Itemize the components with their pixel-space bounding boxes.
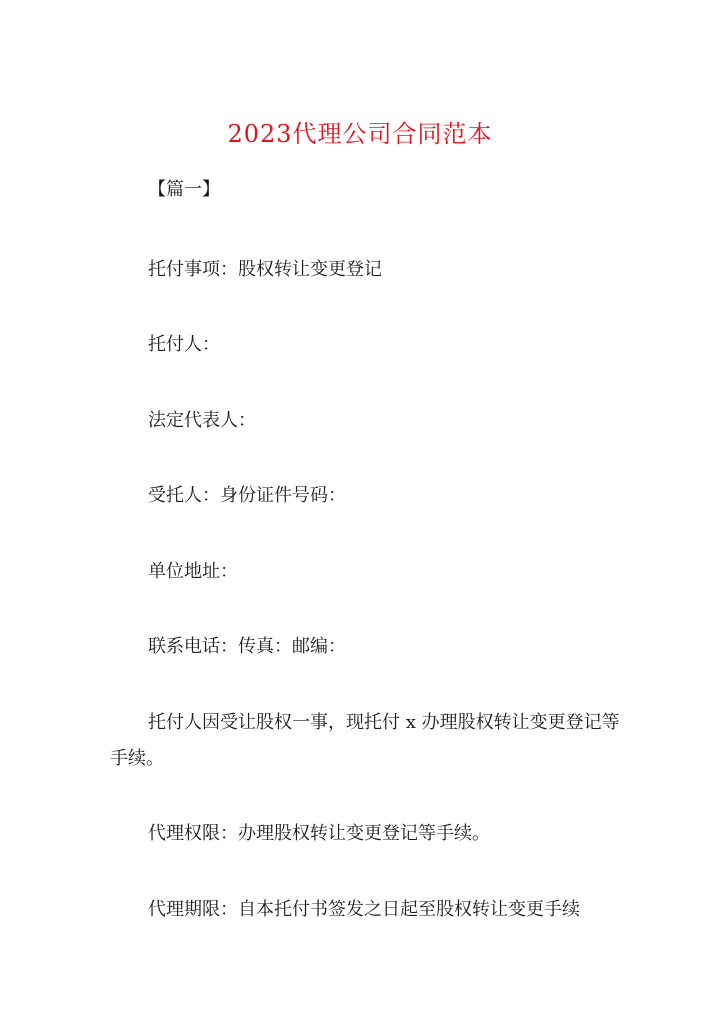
paragraph-agency-authority: 代理权限：办理股权转让变更登记等手续。	[148, 823, 490, 844]
section-heading: 【篇一】	[148, 179, 220, 200]
paragraph-entrustment-reason: 托付人因受让股权一事，现托付 x 办理股权转让变更登记等手续。	[110, 712, 620, 769]
paragraph-legal-representative: 法定代表人：	[148, 410, 256, 431]
paragraph-principal: 托付人：	[148, 334, 220, 355]
paragraph-address: 单位地址：	[148, 561, 238, 582]
paragraph-entrusted-matter: 托付事项：股权转让变更登记	[148, 259, 382, 280]
document-title: 2023代理公司合同范本	[227, 120, 493, 148]
paragraph-agent: 受托人：身份证件号码：	[148, 485, 346, 506]
paragraph-contact: 联系电话：传真：邮编：	[148, 636, 346, 657]
paragraph-agency-period: 代理期限：自本托付书签发之日起至股权转让变更手续	[148, 899, 580, 920]
